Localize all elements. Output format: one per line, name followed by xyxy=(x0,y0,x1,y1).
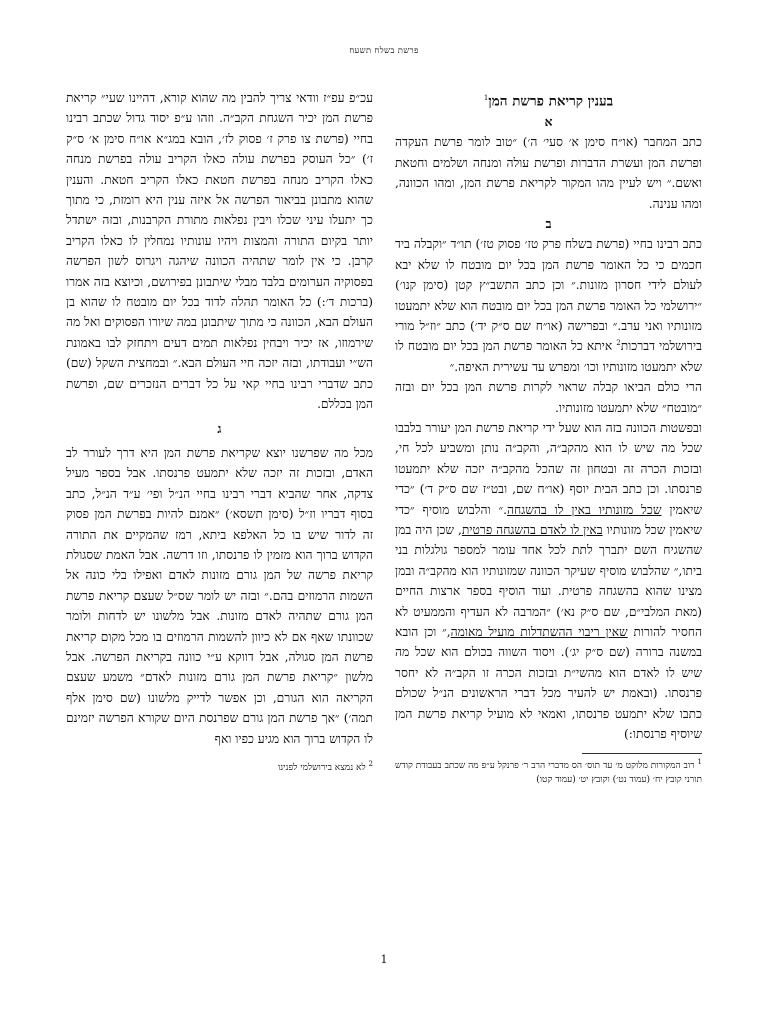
footnote-mark-2: 2 xyxy=(616,339,621,348)
footnote-2-text: לא נמצא בירושלמי לפנינו xyxy=(277,763,366,773)
article-title-text: בענין קריאת פרשת המן xyxy=(488,93,614,110)
para-text: ובפשטות הכוונה בזה הוא שעל ידי קריאת פרשת המן יעורר בלבבו שכל מה שיש לו הוא מהקב״ה, והקב״ה נותן ומשביע לכל חי, ובזכות הכרה זה ובטחון זה שהכל מהקב״ה יזכה שלא יתמעטו פרנסתו. וכן כתב הבית יוסף (או״ח שם, ובט״ז שם ס״ק ד׳) ״כדי שיאמין xyxy=(395,421,702,517)
title-footnote-mark: 1 xyxy=(483,94,489,102)
footnote-1 xyxy=(395,759,702,787)
page-number: 1 xyxy=(380,953,388,966)
running-header: פרשת בשלח תשעח xyxy=(349,46,419,56)
footnote-1-text: רוב המקורות מלוקט מ׳ עד תוס׳ הס מדברי הרב ר׳ פרנקל ע״פ מה שכתב בעבודת קודש תורני קובץ יח׳ (עמוד נט׳) וקובץ יט׳ (עמוד קטו) xyxy=(395,760,702,785)
para-text: .״ והלבוש מוסיף ״כדי שיאמין שכל מזונותיו xyxy=(395,502,703,538)
underlined-text: שכל מזונותיו באין לו בהשגחה xyxy=(507,502,662,517)
underlined-text: שאין ריבוי ההשתדלות מועיל מאומה xyxy=(450,625,628,640)
para-text: ,״ וכן הובא במשנה ברורה (שם ס״ק יג׳). ויסוד השווה בכולם הוא שכל מה שיש לו לאדם הוא מהשי״ת ובזכות הכרה זו הקב״ה לא יחסר פרנסתו. (ובאמת יש להעיר מכל דברי הראשונים הנ״ל שכולם כתבו שלא יתמעט פרנסתו, ואמאי לא מועיל קריאת פרשת המן שיוסיף פרנסתו:) xyxy=(395,625,702,742)
underlined-text: באין לו לאדם בהשגחה פרטית xyxy=(461,523,603,538)
section-letter-a: א xyxy=(544,113,553,129)
section-a-paragraph: כתב המחבר (או״ח סימן א׳ סעי׳ ה׳) ״טוב לומר פרשת העקדה ופרשת המן ועשרת הדברות ופרשת עולה ומנחה ושלמים וחטאת ואשם.״ ויש לעיין מהו המקור לקריאת פרשת המן, ומהו הכוונה, ומהו ענינה. xyxy=(395,135,702,211)
para-text: כתב רבינו בחיי (פרשת בשלח פרק טז׳ פסוק טז׳) תו״ד ״וקבלה ביד חכמים כי כל האומר פרשת המן בכל יום מובטח לו שלא יבא לעולם לידי חסרון מזונות.״ וכן כתב התשב״ץ קטן (סימן קנו׳) ״ירושלמי כל האומר פרשת המן בכל יום מובטח הוא שלא יתמעטו מזונותיו ואני ערב.״ ובפרישה (או״ח שם ס״ק יד׳) כתב ״וז״ל מורי בירושלמי דברכות xyxy=(395,237,702,354)
article-title xyxy=(395,88,702,112)
section-letter-g: ג xyxy=(217,420,222,436)
para-text: איתא כל האומר פרשת המן בכל יום מובטח לו שלא יתמעטו מזונותיו וכו׳ ומפרש עד עשירית האיפה.״ xyxy=(395,339,702,374)
section-b-paragraph-2: הרי כולם הביאו קבלה שראוי לקרות פרשת המן בכל יום ובזה ״מובטח״ שלא יתמעטו מזונותיו. xyxy=(395,380,702,415)
section-g-paragraph: מכל מה שפרשנו יוצא שקריאת פרשת המן היא דרך לעורר לב האדם, ובזכות זה יזכה שלא יתמעט פרנסתו. אבל בספר מעיל צדקה, אחר שהביא דברי רבינו בחיי הנ״ל ופי׳ ע״ד הנ״ל, כתב בסוף דבריו וז״ל (סימן תשסא׳) ״אמנם להיות בפרשת המן פסוק זה לדור שיש בו כל האלפא ביתא, רמז שהמקיים את התורה הקדוש ברוך הוא מזמין לו פרנסתו, וזו דרשה. אבל האמת שסגולת קריאת פרשה של המן גורם מזונות לאדם ואפילו בלי כונה אל השמות הרמוזים בהם.״ ובזה יש לומר שס״ל שעצם קריאת פרשת המן גורם שתהיה לאדם מזונות. אבל מלשונו יש לדחות ולומר שכוונתו שאף אם לא כיוון להשמות הרמוזים בו מכל מקום קריאת פרשת המן סגולה, אבל דווקא ע״י כוונה בקריאת הפרשה. אבל מלשון ״קריאת פרשת המן גורם מזונות לאדם״ משמע שעצם הקריאה הוא הגורם, וכן אפשר לדייק מלשונו (שם סימן אלף תמה׳) ״אך פרשת המן גורם שפרנסת היום שקורא הפרשה יזמינם לו הקדוש ברוך הוא מגיע כפיו ואף xyxy=(66,445,373,746)
section-b-paragraph-3 xyxy=(395,418,702,745)
section-b-paragraph-1 xyxy=(395,234,702,377)
left-column xyxy=(66,88,373,787)
right-column xyxy=(395,88,702,787)
para-text: , שכן היה במן שהשגיח השם יתברך לתת לכל אחד עומר למספר גולגלות בני ביתו,״ שהלבוש מוסיף שעיקר הכוונה שמזונותיו הוא מהקב״ה ובמן מצינו שהוא בהשגחה פרטית. ועוד הוסיף בספר ארצות החיים (מאת המלבי״ם, שם ס״ק נא׳) ״המרבה לא העדיף והממעיט לא החסיר להורות xyxy=(395,523,703,640)
footnote-1-mark: 1 xyxy=(697,757,702,766)
text-columns xyxy=(66,88,702,787)
section-letter-b: ב xyxy=(545,215,552,231)
footnote-2-mark: 2 xyxy=(368,760,373,768)
footnote-2 xyxy=(66,761,373,775)
footnote-divider xyxy=(582,753,702,754)
left-paragraph-1: עכ״פ עפ״ז וודאי צריך להבין מה שהוא קורא, דהיינו שעי״ קריאת פרשת המן יכיר השגחת הקב״ה. וזהו ע״פ יסוד גדול שכתב רבינו בחיי (פרשת צו פרק ז׳ פסוק לז׳, הובא במג״א או״ח סימן א׳ ס״ק ז׳) ״כל העוסק בפרשת עולה כאלו הקריב עולה בפרשת מנחה כאלו הקריב מנחה בפרשת חטאת כאלו הקריב חטאת. והענין שהוא מתבונן בביאור הפרשה אל איזה ענין היא רומזת, כי מתוך כך יתעלו עיני שכלו ויבין נפלאות מתורת הקרבנות, ובזה ישתדל יותר בקיום התורה והמצות ויהיו עונותיו נמחלין לו כאלו הקריב קרבן. כי אין לומר שתהיה הכוונה שיהגה ויגרוס לשון הפרשה בפסוקיה הערומים בלבד מבלי שיתבונן בפירושם, וכיוצא בזה אמרו (ברכות ד׳:) כל האומר תהלה לדוד בכל יום מובטח לו שהוא בן העולם הבא, הכוונה כי מתוך שיתבונן במה שיורו הפסוקים ואל מה שירמוזו, אז יכיר ויבחין נפלאות תמים דעים ויתחזק לבו באמונת הש״י ועבודתו, ובזה יזכה חיי העולם הבא.״ ובמחצית השקל (שם) כתב שדברי רבינו בחיי קאי על כל דברים הנזכרים שם, ופרשת המן בכללם. xyxy=(66,91,373,412)
